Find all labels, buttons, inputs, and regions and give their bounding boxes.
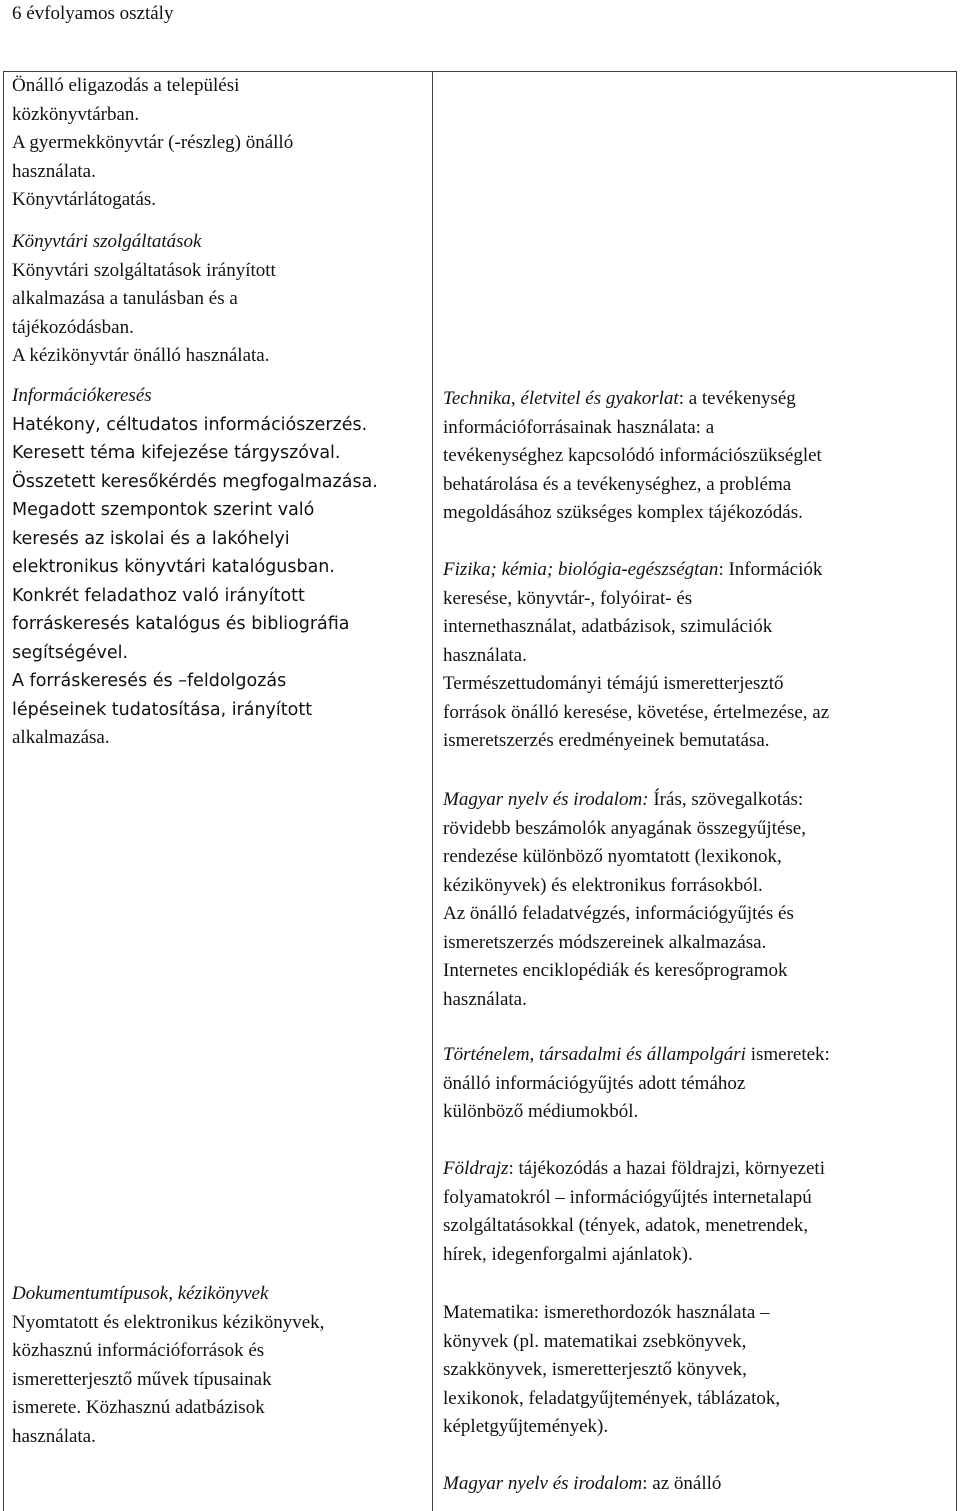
text-line: Könyvtári szolgáltatások irányított — [12, 259, 276, 281]
subject-name: Magyar nyelv és irodalom — [443, 1473, 643, 1494]
subject-name: Földrajz — [443, 1158, 509, 1179]
text-line: Megadott szempontok szerint való — [12, 500, 315, 520]
text-line: Internetes enciklopédiák és keresőprogramok — [443, 960, 788, 981]
section-heading: Könyvtári szolgáltatások — [12, 231, 202, 252]
text-line: források önálló keresése, követése, értelmezése, az — [443, 701, 830, 723]
text-line: Matematika: ismerethordozók használata – — [443, 1302, 770, 1323]
page-header: 6 évfolyamos osztály — [12, 3, 174, 24]
subject-name: Fizika; kémia; biológia-egészségtan — [443, 559, 719, 580]
foldrajz-block — [443, 1155, 825, 1269]
text-line: közkönyvtárban. — [12, 103, 140, 125]
text-line: Az önálló feladatvégzés, információgyűjtés és — [443, 903, 794, 924]
text-fragment: : az önálló — [642, 1473, 722, 1494]
document-types-block — [12, 1280, 324, 1451]
text-line: Könyvtárlátogatás. — [12, 189, 157, 210]
text-line: rövidebb beszámolók anyagának összegyűjtése, — [443, 817, 806, 839]
matematika-block — [443, 1299, 780, 1442]
magyar2-block — [443, 1470, 721, 1499]
text-line: Nyomtatott és elektronikus kézikönyvek, — [12, 1311, 325, 1333]
text-line: segítségével. — [12, 642, 129, 663]
section-heading: Dokumentumtípusok, kézikönyvek — [12, 1283, 269, 1304]
column-divider — [432, 71, 433, 1511]
text-line: keresése, könyvtár-, folyóirat- és — [443, 587, 693, 609]
text-fragment: : Információk — [718, 559, 823, 580]
text-line: ismeretszerzés eredményeinek bemutatása. — [443, 730, 770, 751]
text-line: hírek, idegenforgalmi ajánlatok). — [443, 1243, 693, 1265]
text-line: Hatékony, céltudatos információszerzés. — [12, 414, 368, 435]
text-line: kézikönyvek) és elektronikus forrásokból. — [443, 874, 763, 896]
subject-name: Magyar nyelv és irodalom: — [443, 789, 649, 810]
magyar-block — [443, 786, 806, 1014]
subject-name: Technika, életvitel és gyakorlat — [443, 388, 679, 409]
text-line: forráskeresés katalógus és bibliográfia — [12, 614, 350, 634]
library-services-block — [12, 228, 276, 371]
text-line: A forráskeresés és –feldolgozás — [12, 671, 287, 691]
text-line: rendezése különböző nyomtatott (lexikonok, — [443, 846, 782, 867]
text-line: keresés az iskolai és a lakóhelyi — [12, 528, 290, 549]
text-line: információforrásainak használata: a — [443, 416, 715, 438]
text-line: Önálló eligazodás a települési — [12, 75, 240, 96]
section-heading: Információkeresés — [12, 385, 152, 406]
text-line: Keresett téma kifejezése tárgyszóval. — [12, 443, 341, 463]
text-fragment: : a tevékenység — [678, 388, 796, 409]
text-line: alkalmazása a tanulásban és a — [12, 288, 238, 309]
text-line: ismerete. Közhasznú adatbázisok — [12, 1397, 265, 1418]
text-line: elektronikus könyvtári katalógusban. — [12, 557, 335, 577]
text-line: önálló információgyűjtés adott témához — [443, 1072, 746, 1094]
text-line: használata. — [12, 1425, 96, 1447]
text-line: tájékozódásban. — [12, 316, 134, 338]
text-line: alkalmazása. — [12, 727, 110, 748]
text-line: tevékenységhez kapcsolódó információszükséglet — [443, 445, 822, 466]
text-line: képletgyűjtemények). — [443, 1416, 609, 1437]
text-line: A kézikönyvtár önálló használata. — [12, 345, 270, 366]
text-fragment: Írás, szövegalkotás: — [648, 789, 804, 810]
text-line: ismeretszerzés módszereinek alkalmazása. — [443, 931, 767, 953]
fizika-block — [443, 556, 829, 756]
text-line: Konkrét feladathoz való irányított — [12, 585, 305, 606]
text-line: ismeretterjesztő művek típusainak — [12, 1368, 272, 1390]
information-search-block — [12, 382, 378, 753]
text-line: megoldásához szükséges komplex tájékozódás. — [443, 502, 803, 523]
text-line: használata. — [443, 644, 527, 666]
text-line: használata. — [443, 988, 527, 1010]
text-line: különböző médiumokból. — [443, 1101, 639, 1122]
text-line: közhasznú információforrások és — [12, 1340, 265, 1361]
text-line: szolgáltatásokkal (tények, adatok, menetrendek, — [443, 1215, 809, 1236]
text-line: internethasználat, adatbázisok, szimulációk — [443, 616, 773, 637]
tortenelem-block — [443, 1041, 830, 1127]
text-line: folyamatokról – információgyűjtés internetalapú — [443, 1186, 812, 1208]
text-line: szakkönyvek, ismeretterjesztő könyvek, — [443, 1359, 747, 1380]
text-line: behatárolása és a tevékenységhez, a probléma — [443, 473, 792, 495]
text-line: Természettudományi témájú ismeretterjesztő — [443, 673, 784, 694]
library-orientation-block — [12, 72, 293, 215]
technika-block — [443, 385, 822, 528]
subject-name: Történelem, társadalmi és állampolgári — [443, 1044, 746, 1065]
text-fragment: : tájékozódás a hazai földrajzi, környezeti — [508, 1158, 825, 1179]
text-fragment: ismeretek: — [745, 1044, 830, 1065]
text-line: A gyermekkönyvtár (-részleg) önálló — [12, 132, 294, 153]
text-line: könyvek (pl. matematikai zsebkönyvek, — [443, 1330, 747, 1352]
text-line: Összetett keresőkérdés megfogalmazása. — [12, 471, 378, 492]
text-line: lépéseinek tudatosítása, irányított — [12, 699, 313, 720]
text-line: használata. — [12, 160, 96, 182]
text-line: lexikonok, feladatgyűjtemények, táblázatok, — [443, 1387, 781, 1409]
